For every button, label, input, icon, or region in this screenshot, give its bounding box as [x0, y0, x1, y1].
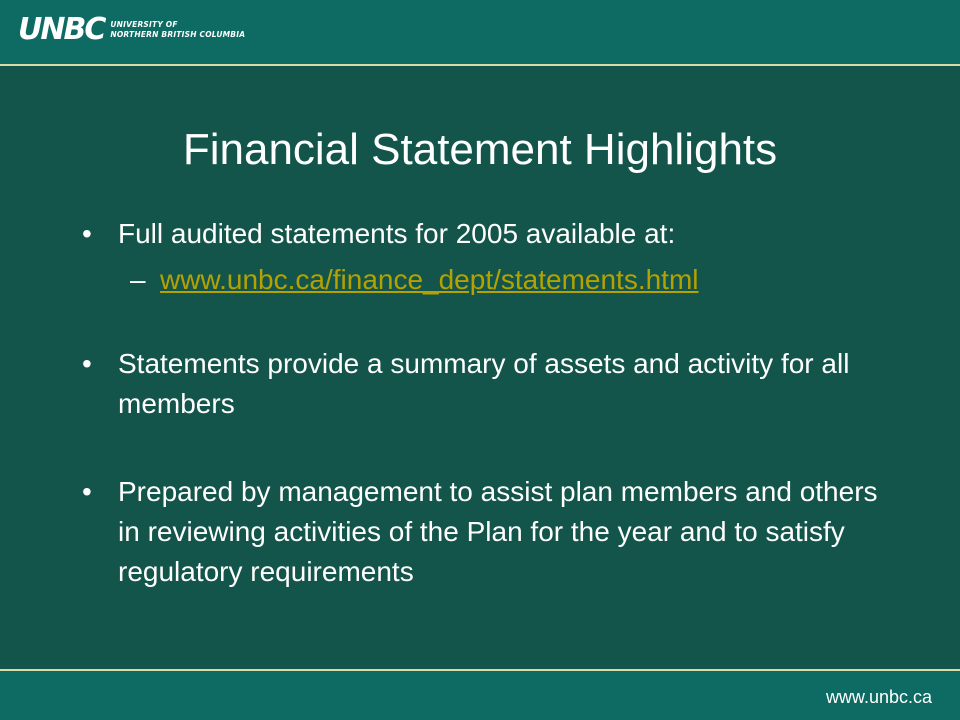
statements-link[interactable]: www.unbc.ca/finance_dept/statements.html — [160, 264, 699, 295]
sub-bullet-dash: – — [130, 264, 146, 295]
footer-band — [0, 671, 960, 720]
bullet-dot: • — [82, 476, 92, 507]
logo-mark: UNBC — [18, 12, 105, 47]
sub-bullet-item — [80, 260, 880, 300]
footer-url: www.unbc.ca — [825, 687, 932, 707]
header-divider — [0, 64, 960, 66]
bullet-item — [80, 214, 880, 254]
logo-line-1: UNIVERSITY OF — [110, 20, 178, 29]
slide-title: Financial Statement Highlights — [182, 125, 778, 174]
bullet-text: Prepared by management to assist plan members and others in reviewing activities of the Plan for the year and to satisfy regulatory requirements — [118, 476, 878, 587]
bullet-text: Full audited statements for 2005 available at: — [118, 218, 676, 249]
bullet-text: Statements provide a summary of assets and activity for all members — [118, 348, 850, 419]
bullet-dot: • — [82, 218, 92, 249]
bullet-list — [80, 214, 880, 592]
bullet-item — [80, 472, 880, 592]
header-band — [0, 0, 960, 64]
bullet-dot: • — [82, 348, 92, 379]
logo-text — [110, 20, 245, 40]
logo-line-2: NORTHERN BRITISH COLUMBIA — [110, 30, 246, 39]
bullet-item — [80, 344, 880, 424]
unbc-logo — [18, 10, 245, 50]
